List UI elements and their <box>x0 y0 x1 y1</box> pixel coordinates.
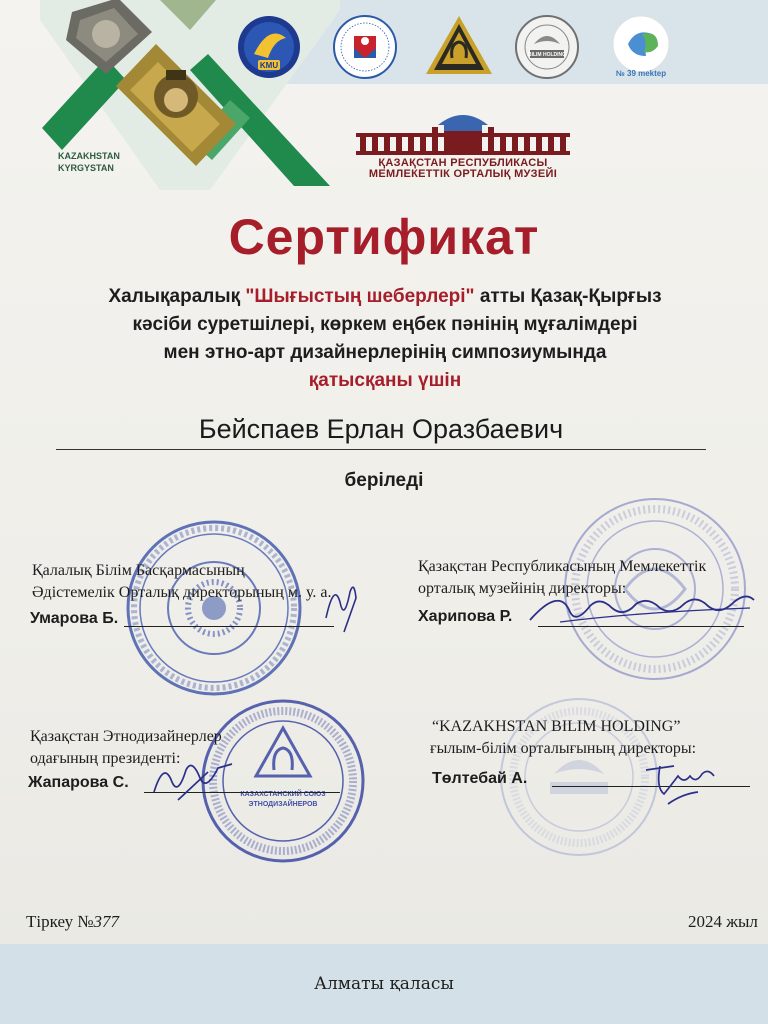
signature-3-title: Қазақстан Этнодизайнерлер одағының президенті: <box>30 728 222 767</box>
svg-text:КАЗАХСТАНСКИЙ СОЮЗ: КАЗАХСТАНСКИЙ СОЮЗ <box>240 791 326 798</box>
museum-name-line1: ҚАЗАҚСТАН РЕСПУБЛИКАСЫ <box>378 157 548 169</box>
ethno-union-logo <box>424 14 494 80</box>
museum-name-line2: МЕМЛЕКЕТТІК ОРТАЛЫҚ МУЗЕЙІ <box>368 168 558 180</box>
signature-4-name: Төлтебай А. <box>432 770 528 787</box>
museum-name <box>352 158 574 180</box>
description-line-2: кәсіби суретшілері, көркем еңбек пәнінің мұғалімдері <box>132 314 638 335</box>
signature-3-handwriting <box>148 752 238 806</box>
description-line-1: Халықаралық "Шығыстың шеберлері" атты Қазақ-Қырғыз <box>108 286 662 307</box>
svg-text:KMU: KMU <box>259 61 279 70</box>
svg-text:№ 39 mektep: № 39 mektep <box>615 69 667 78</box>
awarded-label: беріледі <box>344 470 424 491</box>
signature-2-name: Харипова Р. <box>418 608 513 625</box>
recipient-name: Бейспаев Ерлан Оразбаевич <box>56 414 706 450</box>
issue-year: 2024 жыл <box>688 912 758 931</box>
signature-1-title: Қалалық Білім Басқармасының Әдістемелік Орталық директорының м. у. а. <box>32 562 332 601</box>
mektep-logo <box>606 14 676 80</box>
education-dept-stamp <box>124 518 304 698</box>
city-education-dept-logo <box>330 14 400 80</box>
certificate-description <box>40 283 730 395</box>
signature-1-line <box>124 626 334 627</box>
bilim-holding-logo <box>512 14 582 80</box>
description-line-4: қатысқаны үшін <box>308 370 462 391</box>
region-label-kazakhstan: KAZAKHSTAN <box>58 151 120 161</box>
footer-band <box>0 944 768 1024</box>
registration-number: Тіркеу №377 <box>26 912 120 931</box>
signature-4-handwriting <box>638 754 718 810</box>
svg-text:BILIM HOLDING: BILIM HOLDING <box>527 52 567 58</box>
signature-1-name: Умарова Б. <box>30 610 119 627</box>
registration-number-value: 377 <box>93 912 120 931</box>
signature-2-handwriting <box>520 582 760 632</box>
region-label <box>58 150 120 174</box>
signature-3-name: Жапарова С. <box>28 774 129 791</box>
city-name: Алматы қаласы <box>314 974 454 994</box>
region-label-kyrgystan: KYRGYSTAN <box>58 163 114 173</box>
event-name: "Шығыстың шеберлері" <box>245 286 475 307</box>
description-line-3: мен этно-арт дизайнерлерінің симпозиумында <box>163 342 607 363</box>
signature-4-title: “KAZAKHSTAN BILIM HOLDING” ғылым-білім орталығының директоры: <box>430 718 697 757</box>
certificate-title: Сертификат <box>228 209 540 265</box>
signature-2-title: Қазақстан Республикасының Мемлекеттік орталық музейінің директоры: <box>418 558 707 597</box>
kmu-logo <box>234 14 304 80</box>
signature-1-handwriting <box>320 572 360 636</box>
svg-text:ЭТНОДИЗАЙНЕРОВ: ЭТНОДИЗАЙНЕРОВ <box>248 801 318 808</box>
